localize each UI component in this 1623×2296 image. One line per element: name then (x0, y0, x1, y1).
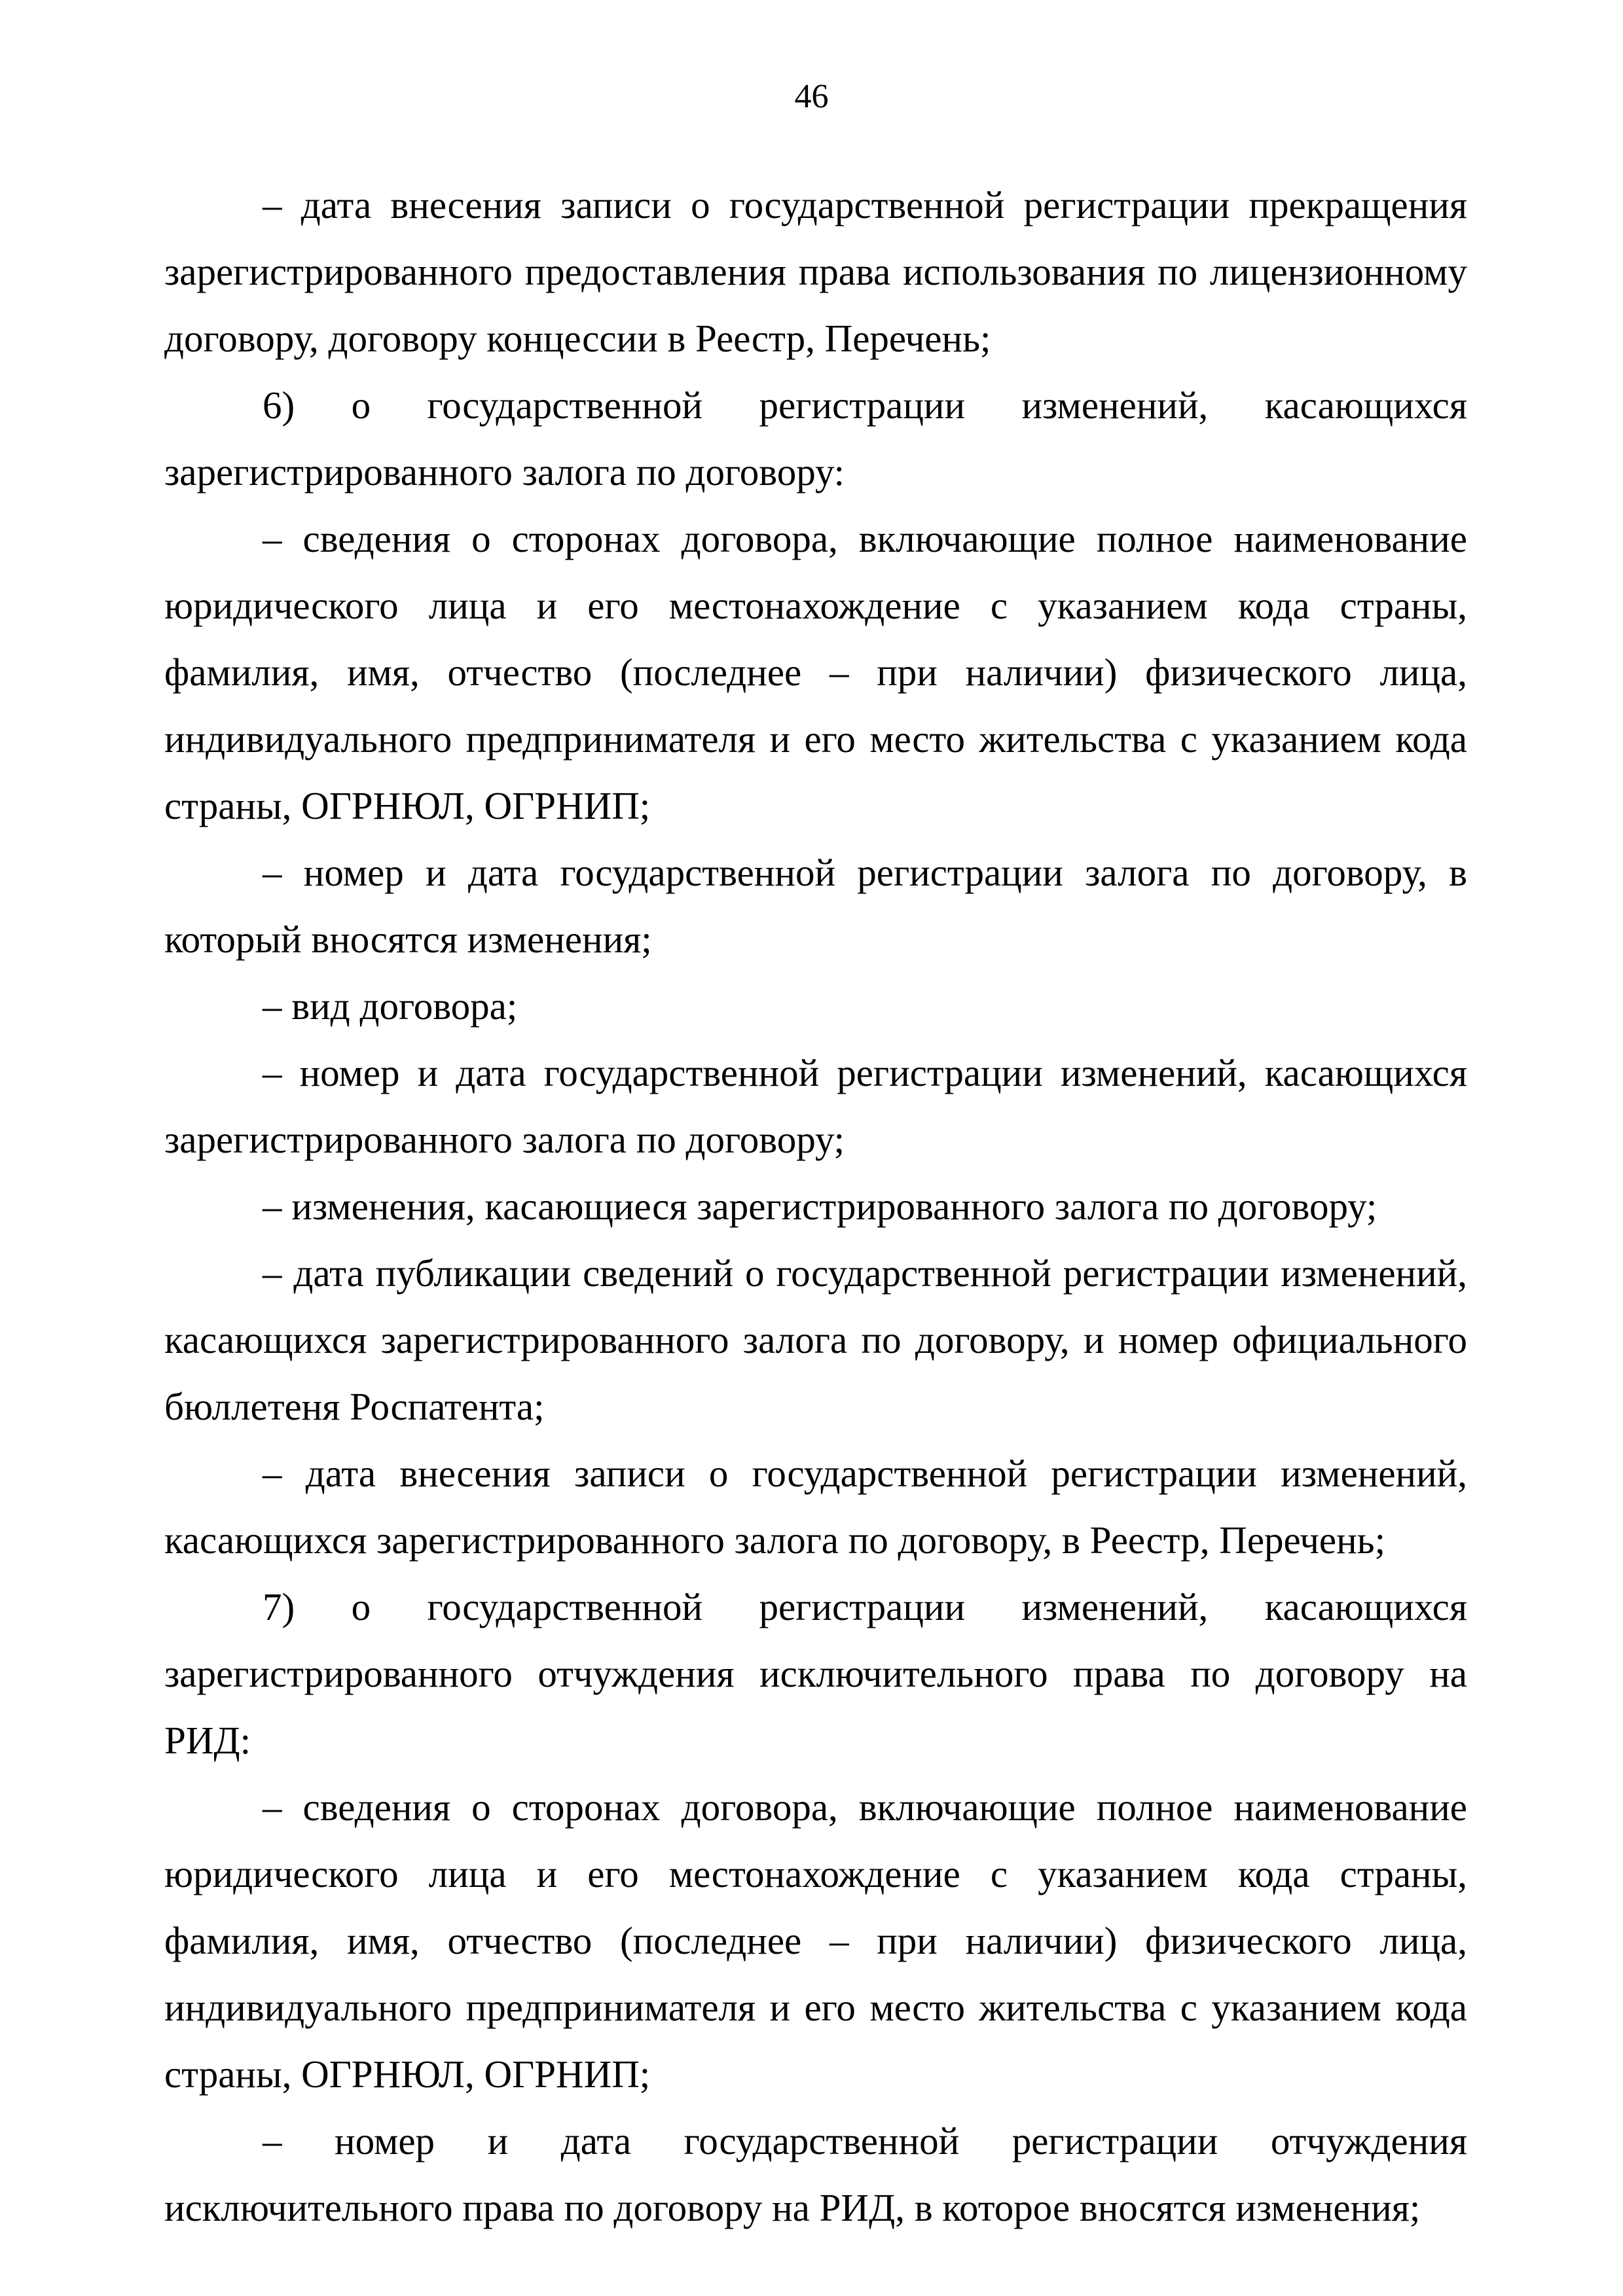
paragraph-item-7-heading: 7) о государственной регистрации изменений, касающихся зарегистрированного отчуждения исключительного права по договору на РИД: (164, 1585, 1467, 1762)
paragraph-alienation-registration-number: – номер и дата государственной регистрации отчуждения исключительного права по договору на РИД, в которое вносятся изменения; (164, 2119, 1467, 2229)
paragraph-parties-info-2: – сведения о сторонах договора, включающие полное наименование юридического лица и его местонахождение с указанием кода страны, фамилия, имя, отчество (последнее – при наличии) физического лица, индивидуального предпринимателя и его место жительства с указанием кода страны, ОГРНЮЛ, ОГРНИП; (164, 1785, 1467, 2096)
paragraph-pledge-changes: – изменения, касающиеся зарегистрированного залога по договору; (263, 1185, 1377, 1228)
page-number: 46 (794, 78, 829, 115)
paragraph-entry-date: – дата внесения записи о государственной регистрации изменений, касающихся зарегистрированного залога по договору, в Реестр, Перечень; (164, 1452, 1467, 1562)
document-body (164, 171, 1467, 2241)
paragraph-parties-info: – сведения о сторонах договора, включающие полное наименование юридического лица и его местонахождение с указанием кода страны, фамилия, имя, отчество (последнее – при наличии) физического лица, индивидуального предпринимателя и его место жительства с указанием кода страны, ОГРНЮЛ, ОГРНИП; (164, 517, 1467, 827)
paragraph-publication-date: – дата публикации сведений о государственной регистрации изменений, касающихся зарегистрированного залога по договору, и номер официального бюллетеня Роспатента; (164, 1251, 1467, 1428)
paragraph-contract-type: – вид договора; (263, 984, 518, 1028)
paragraph-pledge-registration-number: – номер и дата государственной регистрации залога по договору, в который вносятся изменения; (164, 851, 1467, 961)
paragraph-termination-date: – дата внесения записи о государственной регистрации прекращения зарегистрированного предоставления права использования по лицензионному договору, договору концессии в Реестр, Перечень; (164, 183, 1467, 360)
paragraph-changes-registration-number: – номер и дата государственной регистрации изменений, касающихся зарегистрированного залога по договору; (164, 1051, 1467, 1161)
paragraph-item-6-heading: 6) о государственной регистрации изменений, касающихся зарегистрированного залога по договору: (164, 384, 1467, 493)
